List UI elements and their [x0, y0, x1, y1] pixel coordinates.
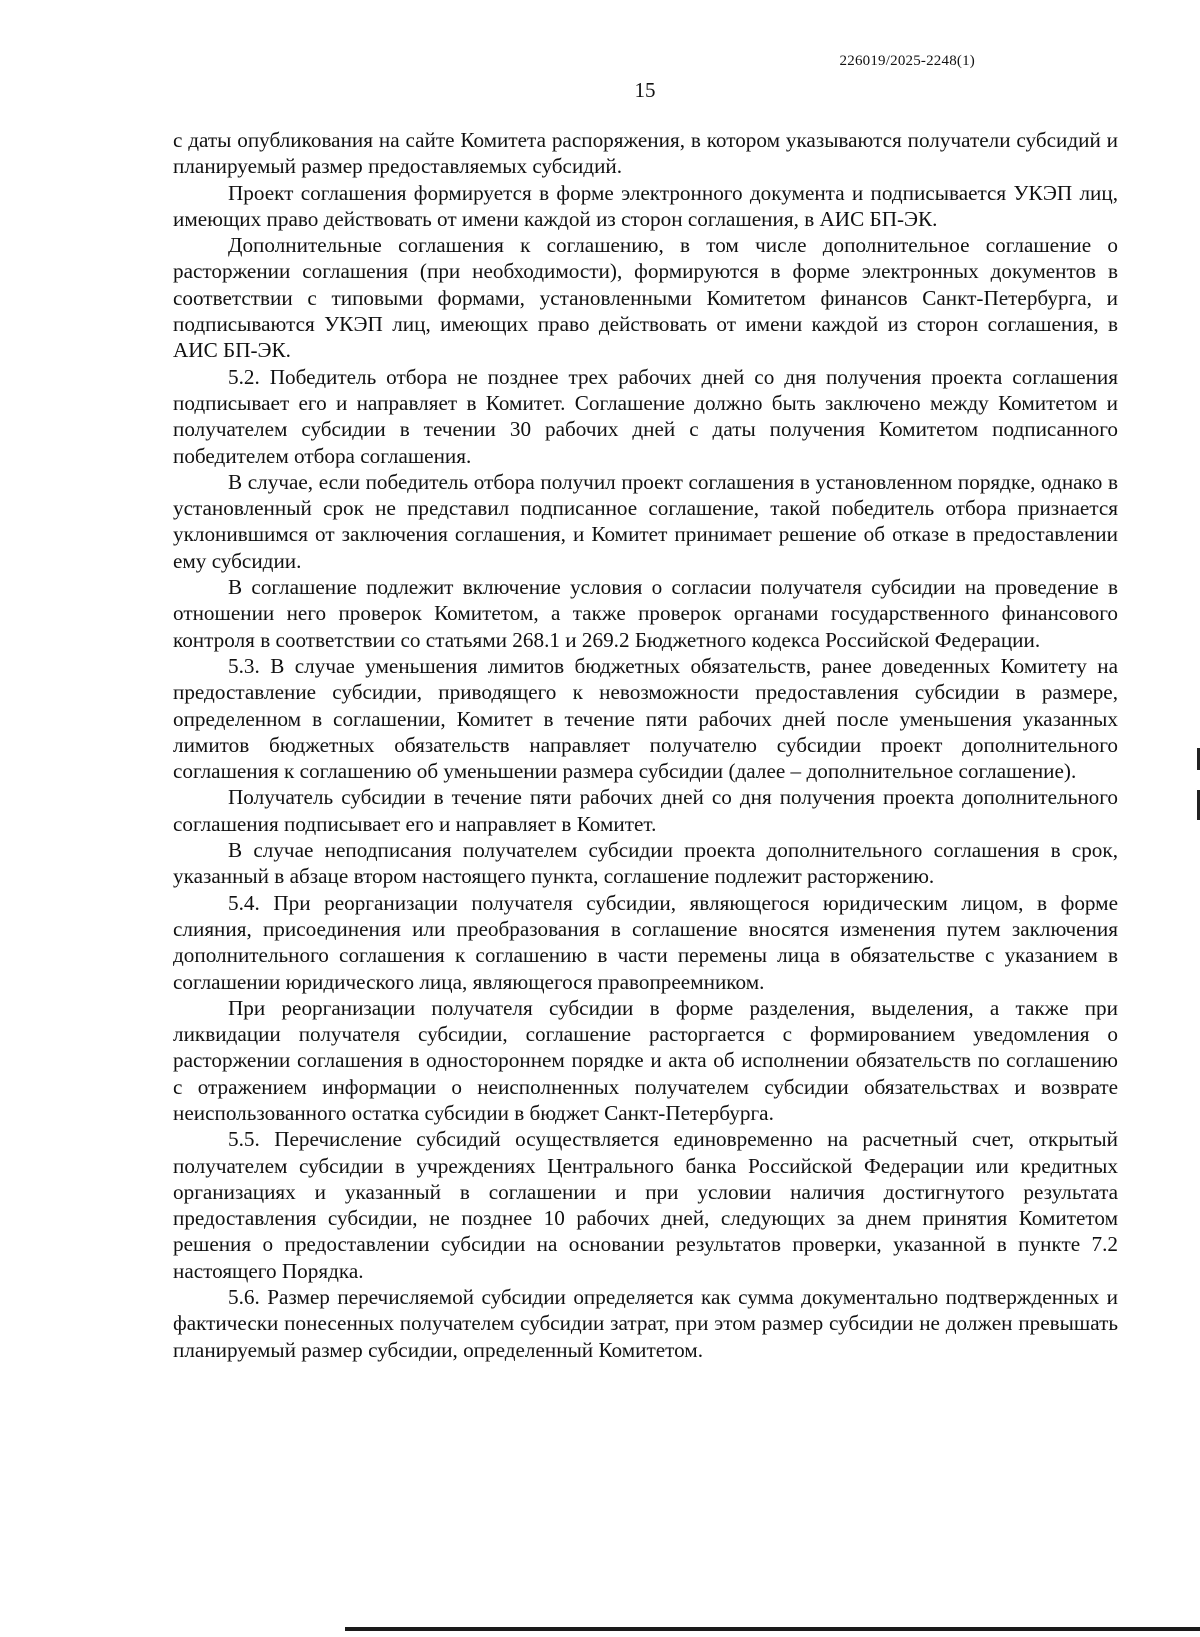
paragraph: В соглашение подлежит включение условия о согласии получателя субсидии на проведение в отношении него проверок Комитетом, а также проверок органами государственного финансового контроля в соответствии со статьями 268.1 и 269.2 Бюджетного кодекса Российской Федерации. — [173, 575, 1118, 652]
paragraph: При реорганизации получателя субсидии в форме разделения, выделения, а также при ликвидации получателя субсидии, соглашение расторгается с формированием уведомления о расторжении соглашения в одностороннем порядке и акта об исполнении обязательств по соглашению с отражением информации о неисполненных получателем субсидии обязательствах и возврате неиспользованного остатка субсидии в бюджет Санкт-Петербурга. — [173, 995, 1118, 1125]
paragraph: Получатель субсидии в течение пяти рабочих дней со дня получения проекта дополнительного соглашения подписывает его и направляет в Комитет. — [173, 785, 1118, 836]
paragraph: с даты опубликования на сайте Комитета распоряжения, в котором указываются получатели субсидий и планируемый размер предоставляемых субсидий. — [173, 128, 1118, 179]
paragraph: Проект соглашения формируется в форме электронного документа и подписывается УКЭП лиц, имеющих право действовать от имени каждой из сторон соглашения, в АИС БП-ЭК. — [173, 180, 1118, 231]
paragraph: 5.3. В случае уменьшения лимитов бюджетных обязательств, ранее доведенных Комитету на предоставление субсидии, приводящего к невозможности предоставления субсидии в размере, определенном в соглашении, Комитет в течение пяти рабочих дней после уменьшения указанных лимитов бюджетных обязательств направляет получателю субсидии проект дополнительного соглашения к соглашению об уменьшении размера субсидии (далее – дополнительное соглашение). — [173, 653, 1118, 784]
page-number: 15 — [634, 78, 656, 102]
document-body — [173, 127, 1118, 1363]
paragraph: 5.4. При реорганизации получателя субсидии, являющегося юридическим лицом, в форме слияния, присоединения или преобразования в соглашение вносятся изменения путем заключения дополнительного соглашения к соглашению в части перемены лица в обязательстве с указанием в соглашении юридического лица, являющегося правопреемником. — [173, 890, 1118, 994]
paragraph: 5.5. Перечисление субсидий осуществляется единовременно на расчетный счет, открытый получателем субсидии в учреждениях Центрального банка Российской Федерации или кредитных организациях и указанный в соглашении и при условии наличия достигнутого результата предоставления субсидии, не позднее 10 рабочих дней, следующих за днем принятия Комитетом решения о предоставлении субсидии на основании результатов проверки, указанной в пункте 7.2 настоящего Порядка. — [173, 1127, 1118, 1283]
paragraph: Дополнительные соглашения к соглашению, в том числе дополнительное соглашение о расторжении соглашения (при необходимости), формируются в форме электронных документов в соответствии с типовыми формами, установленными Комитетом финансов Санкт-Петербурга, и подписываются УКЭП лиц, имеющих право действовать от имени каждой из сторон соглашения, в АИС БП-ЭК. — [173, 233, 1118, 363]
paragraph: 5.2. Победитель отбора не позднее трех рабочих дней со дня получения проекта соглашения подписывает его и направляет в Комитет. Соглашение должно быть заключено между Комитетом и получателем субсидии в течении 30 рабочих дней с даты получения Комитетом подписанного победителем отбора соглашения. — [173, 364, 1118, 468]
paragraph: В случае неподписания получателем субсидии проекта дополнительного соглашения в срок, указанный в абзаце втором настоящего пункта, соглашение подлежит расторжению. — [173, 838, 1118, 889]
scan-bottom-edge — [345, 1627, 1200, 1631]
paragraph: В случае, если победитель отбора получил проект соглашения в установленном порядке, однако в установленный срок не представил подписанное соглашение, такой победитель отбора признается уклонившимся от заключения соглашения, и Комитет принимает решение об отказе в предоставлении ему субсидии. — [173, 469, 1118, 573]
document-id: 226019/2025-2248(1) — [839, 53, 975, 69]
paragraph: 5.6. Размер перечисляемой субсидии определяется как сумма документально подтвержденных и фактически понесенных получателем субсидии затрат, при этом размер субсидии не должен превышать планируемый размер субсидии, определенный Комитетом. — [173, 1285, 1118, 1362]
